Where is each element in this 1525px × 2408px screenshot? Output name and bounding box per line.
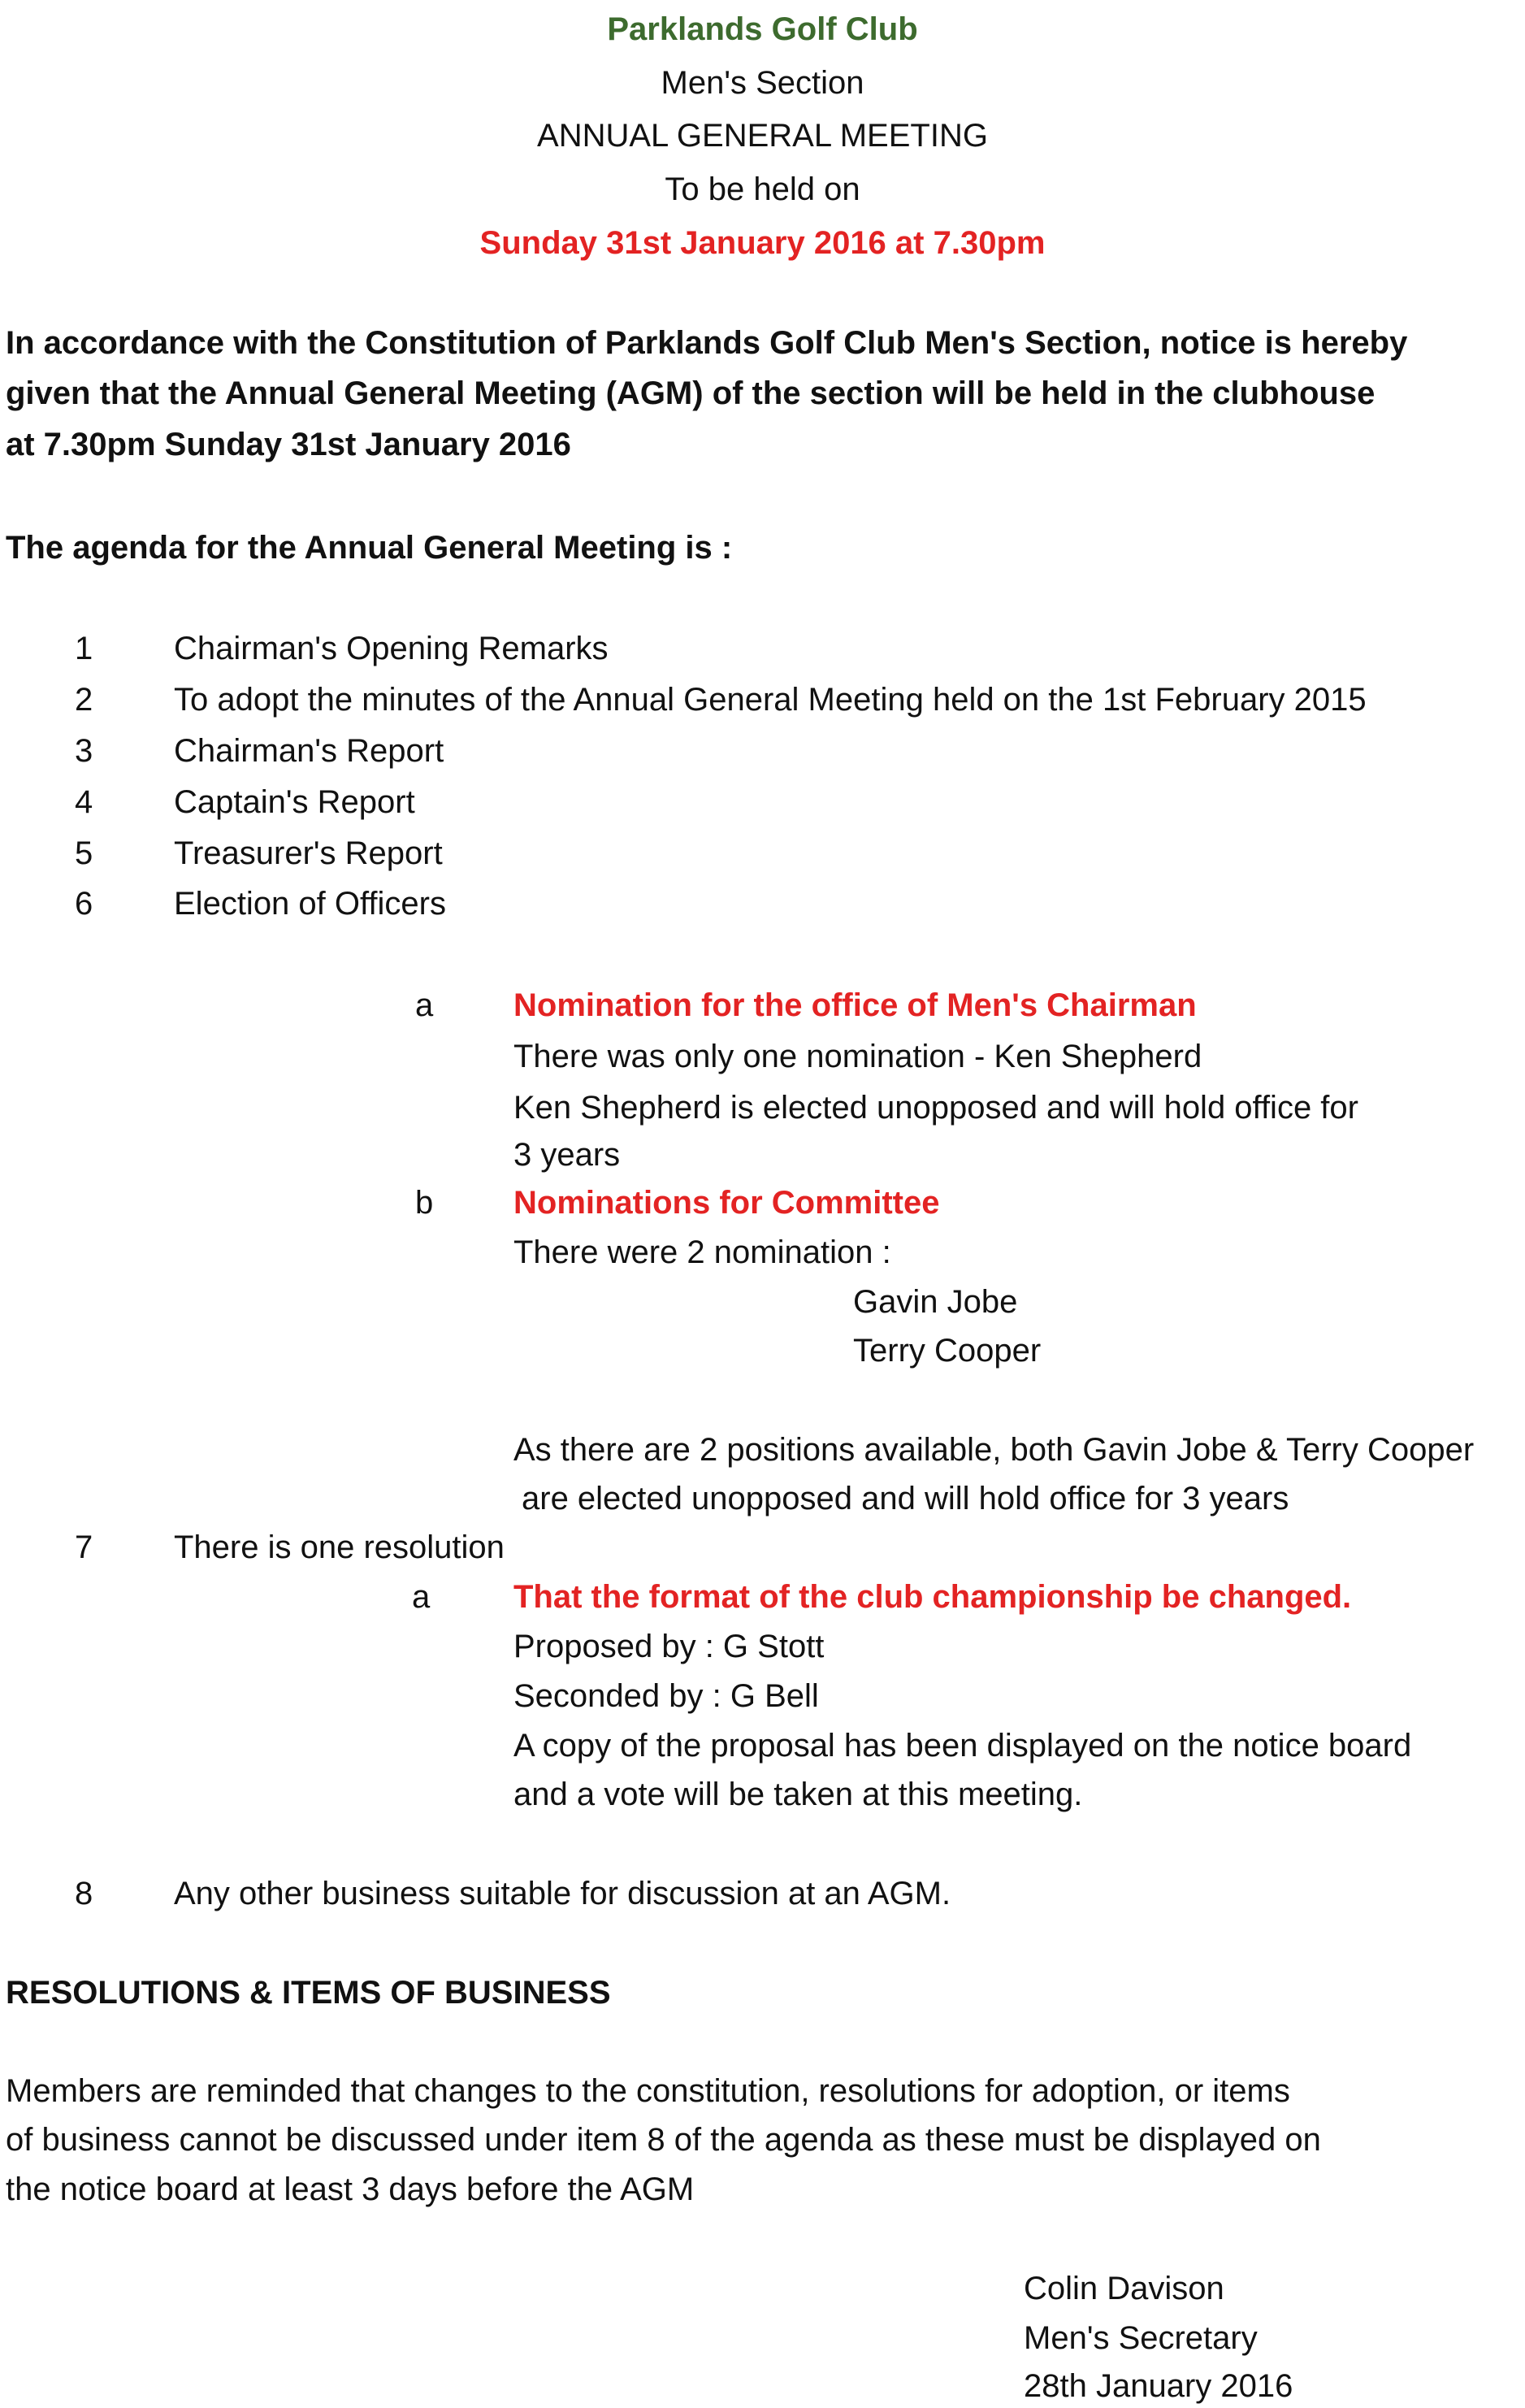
- nominee-name: Gavin Jobe: [853, 1284, 1018, 1320]
- club-name: Parklands Golf Club: [607, 11, 918, 47]
- agenda-item-number: 5: [75, 835, 93, 871]
- resolution-heading: That the format of the club championship be changed.: [513, 1579, 1352, 1615]
- agenda-item-text: Treasurer's Report: [174, 835, 443, 871]
- resolutions-line: Members are reminded that changes to the constitution, resolutions for adoption, or items: [6, 2073, 1290, 2109]
- agenda-item-number: 6: [75, 886, 93, 922]
- resolution-line: and a vote will be taken at this meeting.: [513, 1777, 1083, 1812]
- agenda-item-number: 3: [75, 733, 93, 769]
- committee-outcome-line: As there are 2 positions available, both Gavin Jobe & Terry Cooper: [513, 1432, 1475, 1468]
- agenda-item-text: Chairman's Opening Remarks: [174, 631, 609, 666]
- chairman-nomination-line: 3 years: [513, 1137, 621, 1173]
- chairman-nomination-line: Ken Shepherd is elected unopposed and will hold office for: [513, 1090, 1358, 1126]
- chairman-nomination-heading: Nomination for the office of Men's Chairman: [513, 987, 1197, 1023]
- notice-line-2: given that the Annual General Meeting (AGM) of the section will be held in the clubhouse: [6, 375, 1376, 411]
- sub-item-letter: b: [415, 1185, 434, 1221]
- resolutions-line: of business cannot be discussed under item 8 of the agenda as these must be displayed on: [6, 2122, 1321, 2158]
- resolution-line: Proposed by : G Stott: [513, 1629, 825, 1664]
- nominee-name: Terry Cooper: [853, 1333, 1042, 1369]
- signature-date: 28th January 2016: [1024, 2368, 1293, 2404]
- sub-item-letter: a: [412, 1579, 431, 1615]
- committee-nomination-heading: Nominations for Committee: [513, 1185, 940, 1221]
- agenda-item-number: 8: [75, 1876, 93, 1911]
- agenda-intro: The agenda for the Annual General Meeting is :: [6, 530, 733, 566]
- held-on-label: To be held on: [665, 171, 860, 207]
- chairman-nomination-line: There was only one nomination - Ken Shepherd: [513, 1039, 1202, 1074]
- agenda-item-number: 4: [75, 784, 93, 820]
- agenda-item-number: 1: [75, 631, 93, 666]
- agenda-item-number: 2: [75, 682, 93, 718]
- meeting-title: ANNUAL GENERAL MEETING: [537, 118, 988, 154]
- sub-item-letter: a: [415, 987, 434, 1023]
- agenda-item-text: There is one resolution: [174, 1529, 505, 1565]
- resolutions-line: the notice board at least 3 days before the AGM: [6, 2172, 695, 2207]
- resolution-line: Seconded by : G Bell: [513, 1678, 819, 1714]
- agenda-item-text: Captain's Report: [174, 784, 415, 820]
- committee-outcome-line: are elected unopposed and will hold office for 3 years: [522, 1481, 1289, 1516]
- notice-line-1: In accordance with the Constitution of Parklands Golf Club Men's Section, notice is hereby: [6, 325, 1408, 361]
- agenda-item-number: 7: [75, 1529, 93, 1565]
- notice-line-3: at 7.30pm Sunday 31st January 2016: [6, 427, 571, 462]
- meeting-datetime: Sunday 31st January 2016 at 7.30pm: [479, 225, 1046, 261]
- committee-nomination-intro: There were 2 nomination :: [513, 1234, 891, 1270]
- agenda-item-text: Chairman's Report: [174, 733, 444, 769]
- signatory-title: Men's Secretary: [1024, 2320, 1258, 2356]
- agenda-item-text: To adopt the minutes of the Annual General Meeting held on the 1st February 2015: [174, 682, 1367, 718]
- agenda-item-text: Any other business suitable for discussion at an AGM.: [174, 1876, 951, 1911]
- section-name: Men's Section: [661, 65, 864, 101]
- signatory-name: Colin Davison: [1024, 2271, 1224, 2306]
- resolutions-heading: RESOLUTIONS & ITEMS OF BUSINESS: [6, 1975, 611, 2011]
- agenda-item-text: Election of Officers: [174, 886, 446, 922]
- resolution-line: A copy of the proposal has been displayed on the notice board: [513, 1728, 1412, 1764]
